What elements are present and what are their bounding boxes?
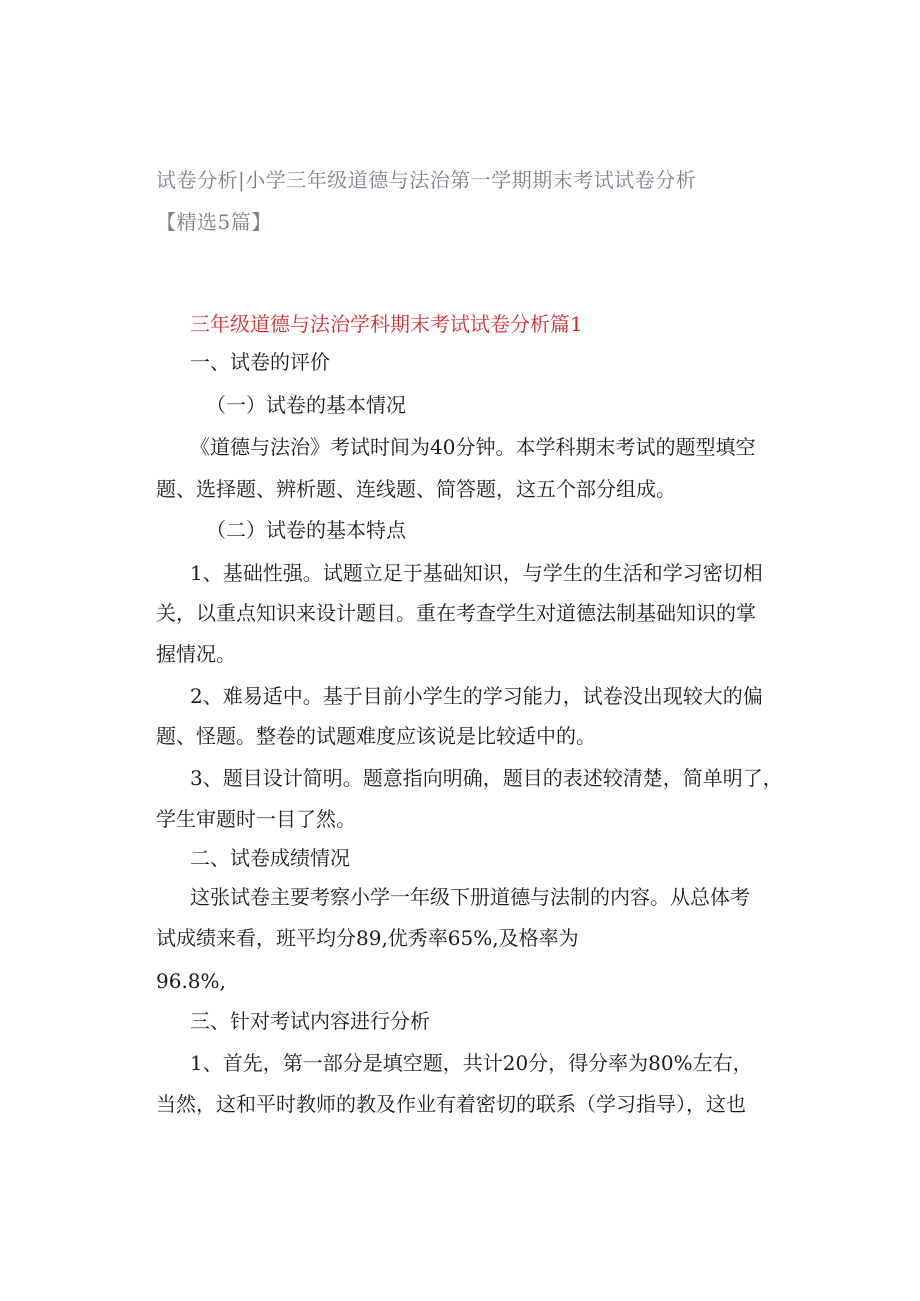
paragraph-line: 1、基础性强。试题立足于基础知识，与学生的生活和学习密切相 (190, 561, 763, 585)
paragraph-line: 试成绩来看，班平均分89,优秀率65%,及格率为 (156, 926, 579, 950)
paragraph-line: 握情况。 (156, 642, 236, 666)
paragraph-line: 学生审题时一目了然。 (156, 807, 356, 831)
subheading-2: （二）试卷的基本特点 (206, 518, 406, 542)
subheading-1: （一）试卷的基本情况 (206, 393, 406, 417)
paragraph-line: 2、难易适中。基于目前小学生的学习能力，试卷没出现较大的偏 (190, 684, 763, 708)
heading-3: 三、针对考试内容进行分析 (190, 1009, 430, 1033)
document-title-line-2: 【精选5篇】 (156, 210, 272, 234)
paragraph-line: 《道德与法治》考试时间为40分钟。本学科期末考试的题型填空 (190, 435, 756, 459)
paragraph-line: 96.8%, (156, 969, 226, 993)
document-title-line-1: 试卷分析|小学三年级道德与法治第一学期期末考试试卷分析 (156, 168, 697, 192)
paragraph-line: 1、首先，第一部分是填空题，共计20分，得分率为80%左右， (190, 1051, 753, 1075)
paragraph-line: 3、题目设计简明。题意指向明确，题目的表述较清楚，简单明了， (190, 766, 783, 790)
paragraph-line: 题、怪题。整卷的试题难度应该说是比较适中的。 (156, 724, 596, 748)
paragraph-line: 这张试卷主要考察小学一年级下册道德与法制的内容。从总体考 (190, 885, 750, 909)
paragraph-line: 关，以重点知识来设计题目。重在考查学生对道德法制基础知识的掌 (156, 601, 756, 625)
paragraph-line: 题、选择题、辨析题、连线题、简答题，这五个部分组成。 (156, 477, 676, 501)
section-title: 三年级道德与法治学科期末考试试卷分析篇1 (190, 312, 583, 336)
paragraph-line: 当然，这和平时教师的教及作业有着密切的联系（学习指导），这也 (156, 1092, 746, 1116)
heading-1: 一、试卷的评价 (190, 350, 330, 374)
heading-2: 二、试卷成绩情况 (190, 846, 350, 870)
